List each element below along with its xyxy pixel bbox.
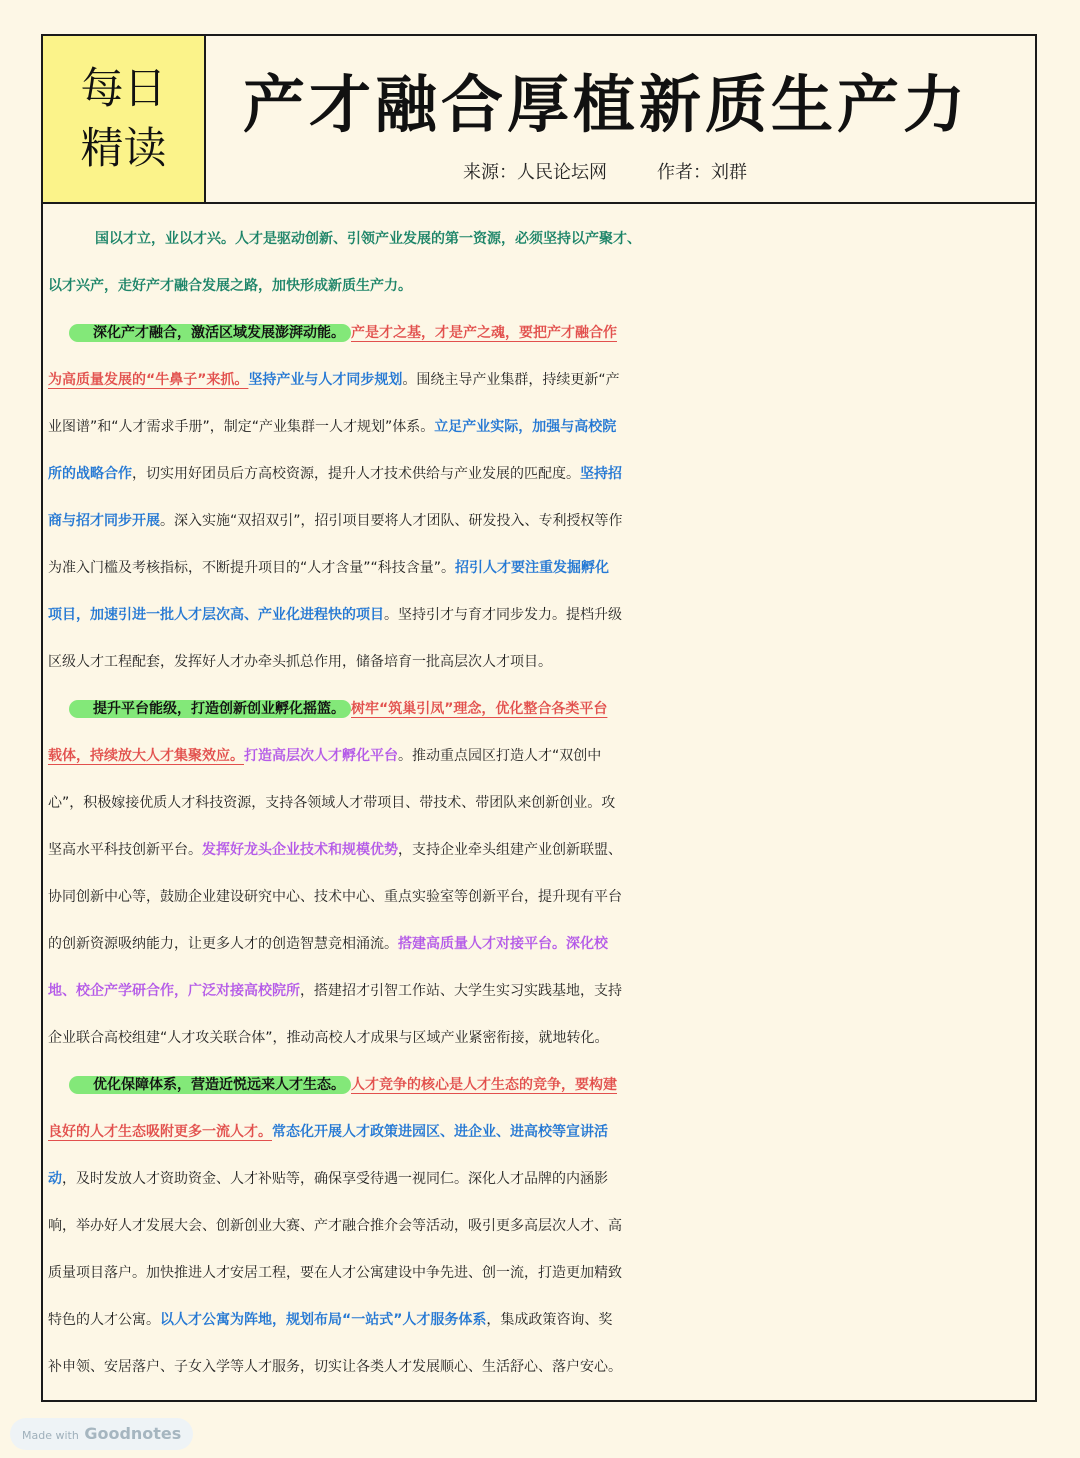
article-frame	[41, 34, 1037, 1402]
section3-heading: 优化保障体系，营造近悦远来人才生态。	[69, 1076, 351, 1094]
section3-line: 优化保障体系，营造近悦远来人才生态。 人才竞争的核心是人才生态的竞争，要构建	[48, 1062, 1036, 1109]
section2-line: 载体，持续放大人才集聚效应。打造高层次人才孵化平台。推动重点园区打造人才“双创中	[48, 748, 602, 764]
section3-line: 补申领、安居落户、子女入学等人才服务，切实让各类人才发展顺心、生活舒心、落户安心。	[48, 1359, 622, 1375]
daily-reading-tag	[43, 36, 206, 202]
section1-line: 所的战略合作，切实用好团员后方高校资源，提升人才技术供给与产业发展的匹配度。坚持招	[48, 466, 622, 482]
section1-line: 为准入门槛及考核指标，不断提升项目的“人才含量”“科技含量”。招引人才要注重发掘孵化	[48, 560, 610, 576]
section1-line: 商与招才同步开展。深入实施“双招双引”，招引项目要将人才团队、研发投入、专利授权等作	[48, 513, 623, 529]
section2-line: 企业联合高校组建“人才攻关联合体”，推动高校人才成果与区域产业紧密衔接，就地转化。	[48, 1030, 609, 1046]
section3-line: 良好的人才生态吸附更多一流人才。常态化开展人才政策进园区、进企业、进高校等宣讲活	[48, 1124, 608, 1140]
section1-line: 深化产才融合，激活区域发展澎湃动能。 产是才之基，才是产之魂，要把产才融合作	[48, 310, 1036, 357]
section3-line: 动，及时发放人才资助资金、人才补贴等，确保享受待遇一视同仁。深化人才品牌的内涵影	[48, 1171, 608, 1187]
section2-line: 协同创新中心等，鼓励企业建设研究中心、技术中心、重点实验室等创新平台，提升现有平台	[48, 889, 622, 905]
section1-heading: 深化产才融合，激活区域发展澎湃动能。	[69, 324, 351, 342]
goodnotes-logo: Goodnotes	[84, 1424, 182, 1443]
article-source: 来源：人民论坛网	[463, 162, 607, 183]
article-title: 产才融合厚植新质生产力	[243, 68, 970, 141]
section1-line: 区级人才工程配套，发挥好人才办牵头抓总作用，储备培育一批高层次人才项目。	[48, 654, 552, 670]
section2-line: 坚高水平科技创新平台。发挥好龙头企业技术和规模优势，支持企业牵头组建产业创新联盟、	[48, 842, 622, 858]
intro-line: 国以才立，业以才兴。人才是驱动创新、引领产业发展的第一资源，必须坚持以产聚才、	[95, 231, 641, 247]
goodnotes-watermark: Made with Goodnotes	[10, 1418, 193, 1450]
article-author: 作者：刘群	[657, 162, 747, 183]
tag-line-2: 精读	[80, 124, 167, 174]
article-body	[48, 216, 1036, 1391]
section1-line: 业图谱”和“人才需求手册”，制定“产业集群一人才规划”体系。立足产业实际，加强与高校院	[48, 419, 617, 435]
section2-heading: 提升平台能级，打造创新创业孵化摇篮。	[69, 700, 351, 718]
section1-line: 项目，加速引进一批人才层次高、产业化进程快的项目。坚持引才与育才同步发力。提档升级	[48, 607, 622, 623]
section2-line: 心”，积极嫁接优质人才科技资源，支持各领域人才带项目、带技术、带团队来创新创业。攻	[48, 795, 616, 811]
section2-line: 的创新资源吸纳能力，让更多人才的创造智慧竞相涌流。搭建高质量人才对接平台。深化校	[48, 936, 608, 952]
section3-line: 特色的人才公寓。以人才公寓为阵地，规划布局“一站式”人才服务体系，集成政策咨询、奖	[48, 1312, 613, 1328]
section1-line: 为高质量发展的“牛鼻子”来抓。坚持产业与人才同步规划。围绕主导产业集群，持续更新“产	[48, 372, 620, 388]
intro-line: 以才兴产，走好产才融合发展之路，加快形成新质生产力。	[48, 278, 412, 294]
tag-line-1: 每日	[80, 64, 167, 114]
section3-line: 质量项目落户。加快推进人才安居工程，要在人才公寓建设中争先进、创一流，打造更加精致	[48, 1265, 622, 1281]
section2-line: 提升平台能级，打造创新创业孵化摇篮。 树牢“筑巢引凤”理念，优化整合各类平台	[48, 686, 1036, 733]
article-header	[43, 36, 1035, 204]
section2-line: 地、校企产学研合作，广泛对接高校院所，搭建招才引智工作站、大学生实习实践基地，支持	[48, 983, 622, 999]
section3-line: 响，举办好人才发展大会、创新创业大赛、产才融合推介会等活动，吸引更多高层次人才、高	[48, 1218, 622, 1234]
